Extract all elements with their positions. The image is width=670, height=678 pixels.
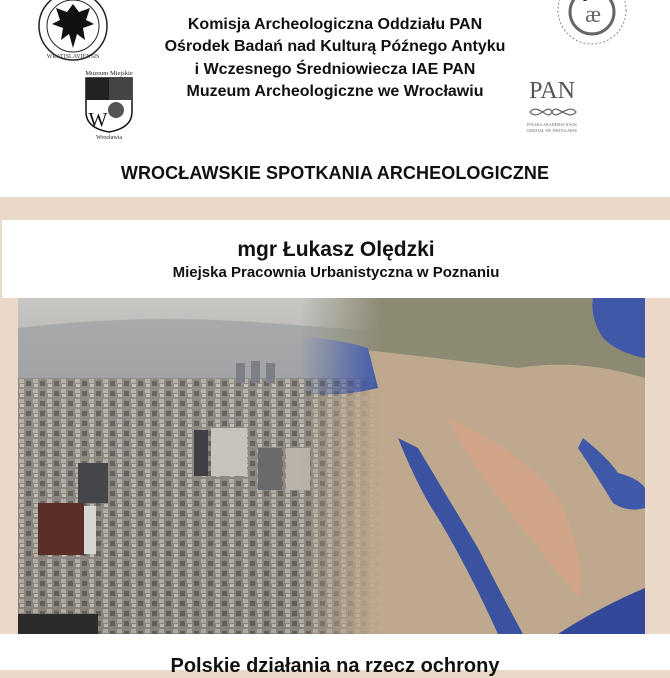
svg-text:æ: æ: [584, 2, 602, 28]
speaker-name: mgr Łukasz Olędzki: [237, 238, 435, 261]
lecture-title-panel: [0, 634, 670, 677]
city-and-satellite-map-image: [18, 298, 645, 634]
organizer-line: Muzeum Archeologiczne we Wrocławiu: [186, 83, 484, 100]
lecture-title: Polskie działania na rzecz ochrony: [170, 655, 500, 677]
svg-text:W: W: [88, 109, 108, 131]
svg-text:WRATISLAVIENSIS: WRATISLAVIENSIS: [46, 54, 100, 60]
poster-header: [0, 0, 670, 197]
svg-text:PAN: PAN: [529, 78, 575, 104]
speaker-affiliation: Miejska Pracownia Urbanistyczna w Poznaniu: [172, 264, 500, 281]
speaker-panel: [2, 220, 670, 298]
series-title: WROCŁAWSKIE SPOTKANIA ARCHEOLOGICZNE: [120, 163, 550, 183]
organizer-line: Komisja Archeologiczna Oddziału PAN: [187, 15, 483, 33]
organizer-line: i Wczesnego Średniowiecza IAE PAN: [194, 60, 476, 78]
organizer-line-cut: [0, 0, 670, 14]
organizer-list: [0, 0, 670, 104]
svg-text:Wrocławia: Wrocławia: [95, 135, 123, 140]
svg-text:ODDZIAŁ WE WROCŁAWIU: ODDZIAŁ WE WROCŁAWIU: [526, 128, 578, 133]
svg-text:POLSKA AKADEMIA NAUK: POLSKA AKADEMIA NAUK: [526, 122, 578, 127]
organizer-line: Ośrodek Badań nad Kulturą Późnego Antyku: [164, 38, 506, 55]
lecture-photo: [18, 298, 645, 634]
svg-text:Muzeum Miejskie: Muzeum Miejskie: [85, 70, 133, 77]
